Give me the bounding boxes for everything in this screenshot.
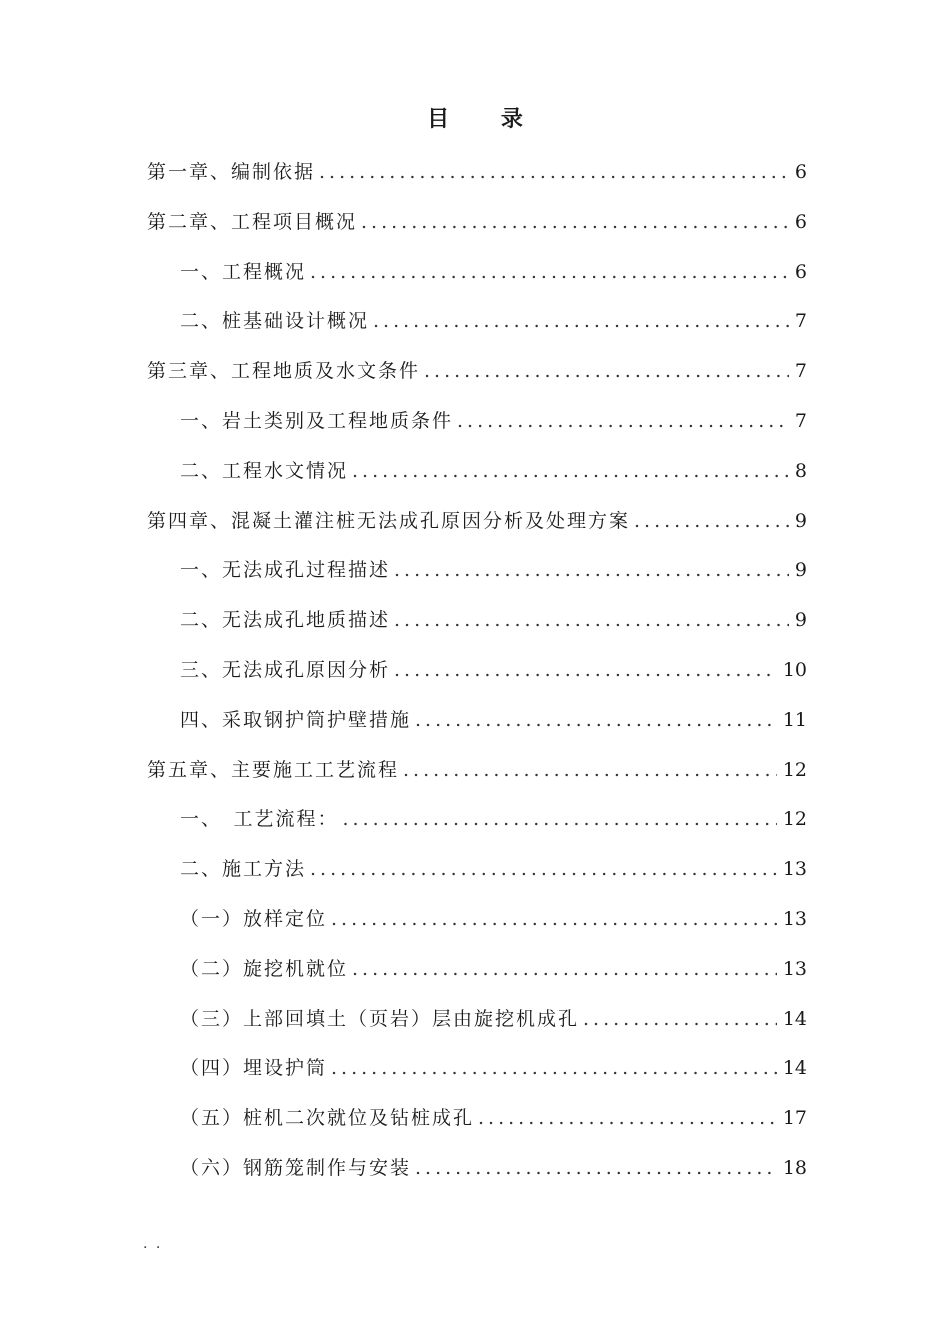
toc-dot-leader <box>403 753 777 787</box>
toc-page-number: 11 <box>782 708 807 731</box>
toc-page-number: 6 <box>794 260 807 283</box>
toc-dot-leader <box>394 603 789 637</box>
toc-entry-label: 第二章、工程项目概况 <box>147 210 358 233</box>
toc-entry[interactable] <box>147 1002 807 1052</box>
toc-dot-leader <box>394 653 777 687</box>
toc-entry[interactable] <box>147 802 807 852</box>
toc-entry[interactable] <box>147 454 807 504</box>
toc-entry[interactable] <box>147 304 807 354</box>
toc-entry-label: 二、施工方法 <box>180 858 307 881</box>
toc-page-number: 7 <box>794 360 807 383</box>
toc-entry-label: （一）放样定位 <box>180 907 328 930</box>
toc-entry-label: 一、工程概况 <box>180 260 307 283</box>
toc-entry[interactable] <box>147 354 807 404</box>
toc-entry[interactable] <box>147 553 807 603</box>
toc-entry-label: 第一章、编制依据 <box>147 161 316 183</box>
toc-entry-label: 二、无法成孔地质描述 <box>180 609 391 632</box>
toc-entry[interactable] <box>147 255 807 305</box>
toc-entry[interactable] <box>147 404 807 454</box>
toc-entry[interactable] <box>147 902 807 952</box>
toc-dot-leader <box>373 304 789 338</box>
toc-dot-leader <box>319 155 789 189</box>
toc-entry-label: 二、桩基础设计概况 <box>180 310 370 333</box>
toc-entry-label: 三、无法成孔原因分析 <box>180 658 391 681</box>
toc-entry-label: （五）桩机二次就位及钻桩成孔 <box>180 1107 475 1130</box>
toc-entry[interactable] <box>147 603 807 653</box>
toc-entry-label: 一、 工艺流程： <box>180 808 339 831</box>
toc-dot-leader <box>415 1151 777 1185</box>
toc-dot-leader <box>331 902 777 936</box>
toc-entry-label: （三）上部回填土（页岩）层由旋挖机成孔 <box>180 1007 580 1030</box>
toc-entry[interactable] <box>147 653 807 703</box>
toc-dot-leader <box>457 404 789 438</box>
toc-page-number: 18 <box>782 1156 807 1179</box>
toc-entry-label: （四）埋设护筒 <box>180 1057 328 1080</box>
toc-entry[interactable] <box>147 155 807 205</box>
toc-dot-leader <box>310 852 777 886</box>
toc-dot-leader <box>424 354 789 388</box>
toc-entry-label: （二）旋挖机就位 <box>180 957 349 980</box>
toc-page-number: 9 <box>794 559 807 582</box>
toc-entry-label: （六）钢筋笼制作与安装 <box>180 1156 412 1179</box>
toc-dot-leader <box>331 1051 777 1085</box>
toc-entry[interactable] <box>147 753 807 803</box>
toc-page-number: 9 <box>794 509 807 532</box>
toc-dot-leader <box>352 454 789 488</box>
toc-page-number: 12 <box>782 758 807 781</box>
toc-page-number: 8 <box>794 459 807 482</box>
toc-entry[interactable] <box>147 952 807 1002</box>
toc-page-number: 13 <box>782 957 807 980</box>
toc-entry[interactable] <box>147 852 807 902</box>
toc-entry[interactable] <box>147 205 807 255</box>
toc-dot-leader <box>352 952 777 986</box>
toc-dot-leader <box>634 504 789 538</box>
page-title: 目 录 <box>427 106 545 132</box>
toc-page-number: 6 <box>794 210 807 233</box>
toc-entry-label: 第四章、混凝土灌注桩无法成孔原因分析及处理方案 <box>147 509 631 532</box>
toc-page-number: 17 <box>782 1107 807 1130</box>
toc-page-number: 14 <box>782 1057 807 1080</box>
toc-entry[interactable] <box>147 1051 807 1101</box>
toc-dot-leader <box>343 802 777 836</box>
toc-entry-label: 第三章、工程地质及水文条件 <box>147 360 421 383</box>
toc-page-number: 10 <box>782 658 807 681</box>
toc-dot-leader <box>310 255 789 289</box>
toc-entry[interactable] <box>147 504 807 554</box>
toc-dot-leader <box>394 553 789 587</box>
toc-page-number: 14 <box>782 1007 807 1030</box>
toc-dot-leader <box>361 205 789 239</box>
toc-dot-leader <box>583 1002 777 1036</box>
toc-page-number: 7 <box>794 310 807 333</box>
toc-entry-label: 第五章、主要施工工艺流程 <box>147 758 400 781</box>
toc-page-number: 12 <box>782 808 807 831</box>
toc-entry-label: 二、工程水文情况 <box>180 459 349 482</box>
toc-dot-leader <box>415 703 777 737</box>
table-of-contents <box>147 155 807 1201</box>
toc-page-number: 9 <box>794 609 807 632</box>
footer-mark: . . <box>143 1236 163 1252</box>
toc-entry-label: 一、岩土类别及工程地质条件 <box>180 409 454 432</box>
toc-page-number: 13 <box>782 858 807 881</box>
toc-page-number: 6 <box>794 161 807 183</box>
toc-dot-leader <box>478 1101 777 1135</box>
toc-entry[interactable] <box>147 1151 807 1201</box>
toc-page-number: 7 <box>794 409 807 432</box>
toc-page-number: 13 <box>782 907 807 930</box>
toc-entry[interactable] <box>147 1101 807 1151</box>
toc-entry-label: 四、采取钢护筒护壁措施 <box>180 708 412 731</box>
toc-entry[interactable] <box>147 703 807 753</box>
toc-entry-label: 一、无法成孔过程描述 <box>180 559 391 582</box>
